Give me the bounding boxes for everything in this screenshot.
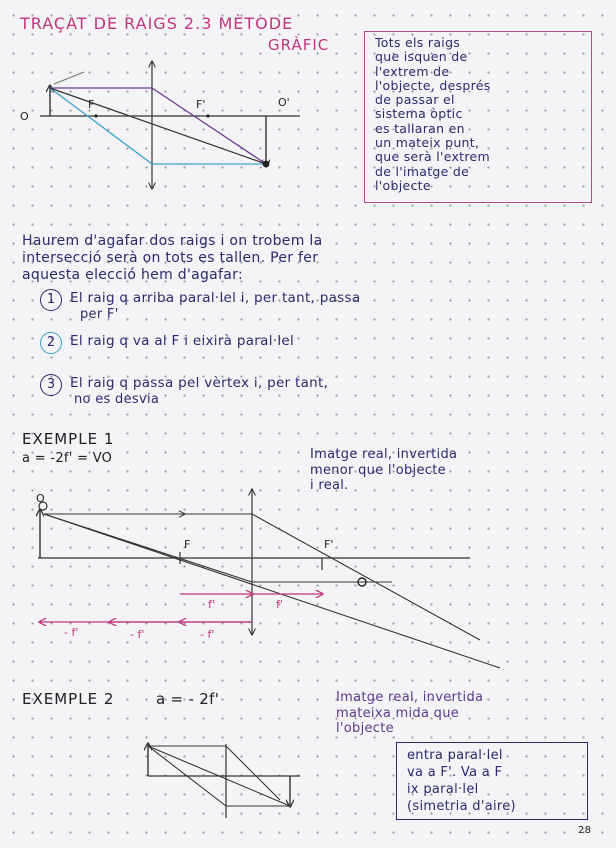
ex2-box-lines-line: (simetria d'aire) xyxy=(407,799,516,814)
example-1-title: EXEMPLE 1 xyxy=(22,430,115,448)
ex1-note-line: i real. xyxy=(310,478,349,493)
ex1-label-minus-f-3: - f' xyxy=(200,628,215,641)
rule-1-number: 1 xyxy=(40,289,62,311)
page-title: TRAÇAT DE RAIGS 2.3 MÈTODE xyxy=(20,14,294,33)
box1-lines-line: de passar el xyxy=(375,92,455,108)
rule-3-number: 3 xyxy=(40,374,62,396)
example-2-formula: a = - 2f' xyxy=(156,690,220,708)
rule-3-text: El raig q passa pel vèrtex i, per tant, xyxy=(70,375,329,391)
box1-lines-line: que serà l'extrem xyxy=(375,149,491,165)
label-F-prime: F' xyxy=(196,98,206,111)
ex1-label-O: O xyxy=(36,492,45,505)
label-F: F xyxy=(88,98,95,111)
box1-lines-line: que isquen de xyxy=(375,49,468,65)
box1-lines-line: Tots els raigs xyxy=(375,35,461,50)
ex2-box-lines-line: ix paral·lel xyxy=(407,782,479,797)
page-number: 28 xyxy=(578,825,592,836)
box1-lines-line: un mateix punt, xyxy=(375,135,480,151)
intro-lines-line: Haurem d'agafar dos raigs i on trobem la xyxy=(22,233,323,249)
rule-3-text-cont: no es desvia xyxy=(74,392,160,407)
page-title-continued: GRÀFIC xyxy=(268,36,330,54)
rule-2-number: 2 xyxy=(40,332,62,354)
box1-lines-line: sistema òptic xyxy=(375,106,463,122)
example-2-title: EXEMPLE 2 xyxy=(22,690,115,708)
ex2-note-line: l'objecte xyxy=(336,721,394,736)
ex2-box-lines-line: entra paral·lel xyxy=(407,748,503,763)
rule-1-text: El raig q arriba paral·lel i, per tant, passa xyxy=(70,290,361,306)
ex1-label-F-prime: F' xyxy=(324,538,334,551)
ex2-note-line: mateixa mida que xyxy=(336,705,460,721)
intro-lines-line: aquesta elecció hem d'agafar: xyxy=(22,267,243,283)
ex2-box-lines-line: va a F'. Va a F xyxy=(407,765,503,780)
ex1-label-f-right: f' xyxy=(276,598,283,611)
box1-lines-line: es tallaran en xyxy=(375,120,465,136)
ex1-label-F: F xyxy=(184,538,191,551)
ex1-note-line: Imatge real, invertida xyxy=(310,447,458,462)
example-1-formula: a = -2f' = VO xyxy=(22,451,113,466)
box1-lines-line: l'objecte xyxy=(375,177,431,193)
ex1-label-f-left: f' xyxy=(208,598,215,611)
intro-lines-line: intersecció serà on tots es tallen. Per fer xyxy=(22,250,319,266)
rule-2-text: El raig q va al F i eixirà paral·lel xyxy=(70,333,295,349)
ex1-label-minus-f-2: - f' xyxy=(130,628,145,641)
label-O-prime: O' xyxy=(278,96,290,109)
box1-lines-line: de l'imatge de xyxy=(375,163,470,179)
ex2-note-line: Imatge real, invertida xyxy=(336,690,484,705)
ex1-label-minus-f-1: - f' xyxy=(64,626,79,639)
box1-lines-line: l'extrem de xyxy=(375,63,450,79)
ex1-note-line: menor que l'objecte xyxy=(310,462,446,478)
label-O: O xyxy=(20,110,29,123)
rule-1-text-cont: per F' xyxy=(80,307,119,322)
box1-lines-line: l'objecte, després xyxy=(375,77,491,93)
